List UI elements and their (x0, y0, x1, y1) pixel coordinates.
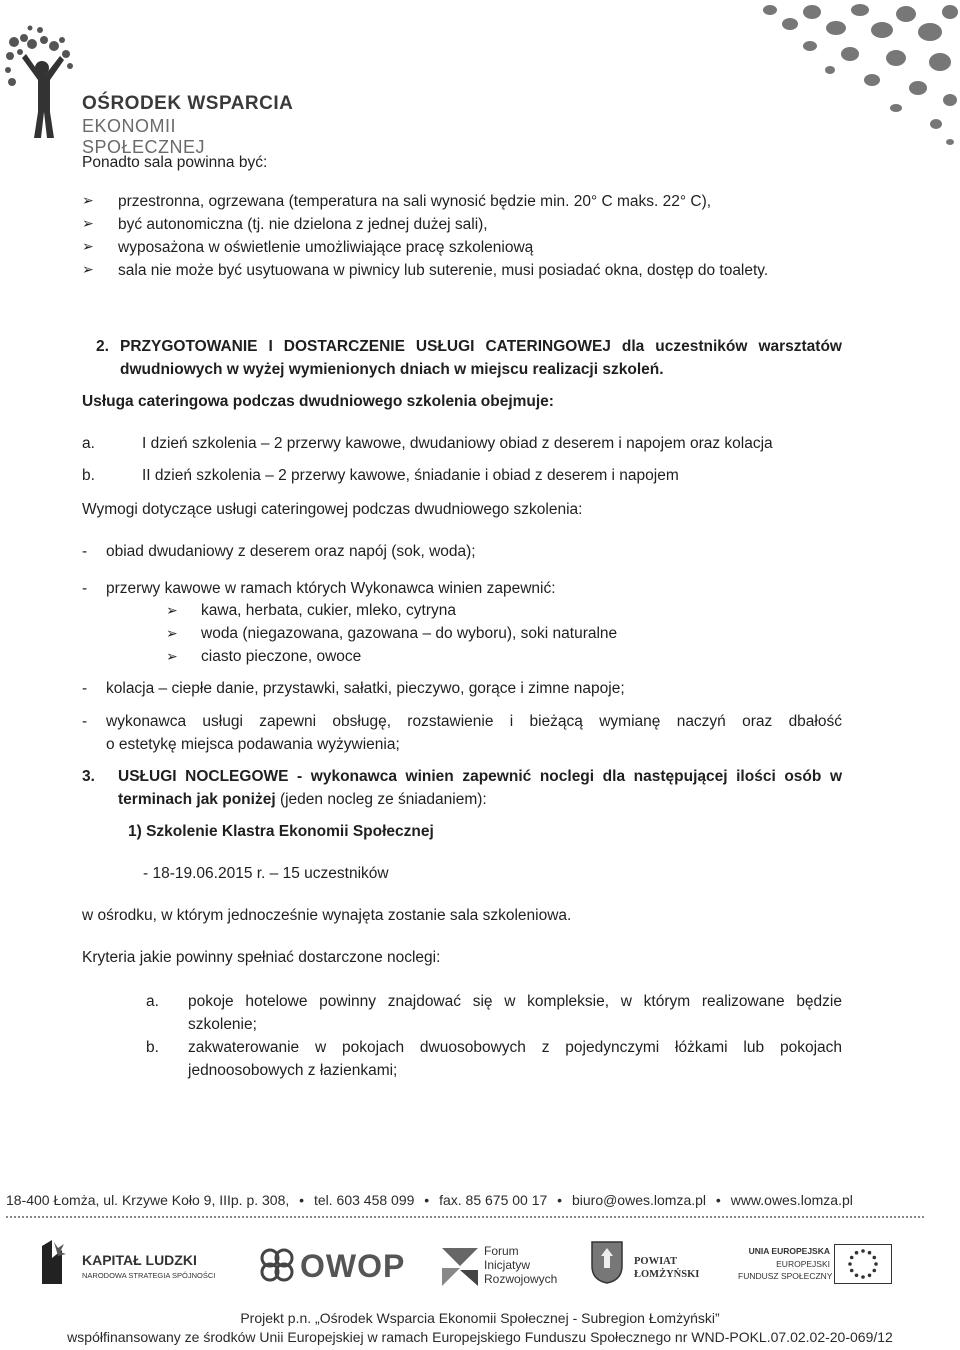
footer-separator: • (557, 1192, 563, 1208)
section-3-title-bold: terminach jak poniżej (118, 791, 276, 808)
criteria-a-line1: pokoje hotelowe powinny znajdować się w kompleksie, w którym realizowane będzie (188, 993, 842, 1010)
powiat-coat-of-arms-icon (590, 1240, 624, 1284)
owop-knot-icon (258, 1246, 296, 1284)
kl-line2: NARODOWA STRATEGIA SPÓJNOŚCI (82, 1271, 216, 1280)
training-title: 1) Szkolenie Klastra Ekonomii Społecznej (128, 823, 434, 840)
powiat-line1: POWIAT (634, 1256, 677, 1267)
criteria-a-line2: szkolenie; (188, 1016, 257, 1033)
criteria-heading: Kryteria jakie powinny spełniać dostarczone noclegi: (82, 949, 441, 966)
coffee-item: ciasto pieczone, owoce (201, 648, 362, 665)
list-item: przestronna, ogrzewana (temperatura na sali wynosić będzie min. 20° C maks. 22° C), (118, 193, 712, 210)
forum-line2: Inicjatyw (484, 1258, 531, 1272)
criteria-b-letter: b. (146, 1039, 159, 1056)
footer-fax: fax. 85 675 00 17 (439, 1192, 548, 1208)
powiat-logo (590, 1240, 710, 1288)
arrow-bullet-icon: ➢ (166, 648, 178, 664)
req-supper: kolacja – ciepłe danie, przystawki, sałatki, pieczywo, gorące i zimne napoje; (106, 680, 625, 697)
arrow-bullet-icon: ➢ (166, 602, 178, 618)
section-3-title-line2 (118, 788, 487, 811)
dash: - (82, 543, 88, 560)
eu-logo (738, 1244, 898, 1286)
dash: - (82, 713, 88, 730)
decorative-dots-icon (750, 0, 960, 160)
criteria-a-letter: a. (146, 993, 159, 1010)
section-3-number: 3. (82, 768, 95, 785)
kapital-ludzki-emblem-icon (38, 1238, 68, 1286)
training-dates: - 18-19.06.2015 r. – 15 uczestników (143, 865, 389, 882)
org-name-line1: OŚRODEK WSPARCIA (82, 93, 294, 114)
ue-line3: FUNDUSZ SPOŁECZNY (738, 1271, 833, 1281)
arrow-bullet-icon: ➢ (82, 238, 94, 254)
owop-logo (258, 1246, 406, 1286)
catering-subheading: Usługa cateringowa podczas dwudniowego szkolenia obejmuje: (82, 393, 554, 410)
arrow-bullet-icon: ➢ (82, 215, 94, 231)
req-service-line2: o estetykę miejsca podawania wyżywienia; (106, 736, 400, 753)
section-3-title-note: (jeden nocleg ze śniadaniem): (275, 791, 487, 808)
arrow-bullet-icon: ➢ (166, 625, 178, 641)
section-2-title-line1: PRZYGOTOWANIE I DOSTARCZENIE USŁUGI CATERINGOWEJ dla uczestników warsztatów (120, 338, 842, 355)
ue-line1: UNIA EUROPEJSKA (748, 1246, 830, 1256)
footer-separator: • (715, 1192, 721, 1208)
arrow-bullet-icon: ➢ (82, 192, 94, 208)
section-2-number: 2. (96, 338, 109, 355)
dash: - (82, 580, 88, 597)
req-coffee-breaks: przerwy kawowe w ramach których Wykonawca winien zapewnić: (106, 580, 556, 597)
footer-tel: tel. 603 458 099 (313, 1192, 415, 1208)
arrow-bullet-icon: ➢ (82, 261, 94, 277)
coffee-item: kawa, herbata, cukier, mleko, cytryna (201, 602, 457, 619)
footer-email-link[interactable]: biuro@owes.lomza.pl (571, 1192, 707, 1208)
footer-contact (6, 1192, 853, 1208)
dash: - (82, 680, 88, 697)
footer-address: 18-400 Łomża, ul. Krzywe Koło 9, IIIp. p. 308, (6, 1192, 290, 1208)
owop-text: OWOP (300, 1248, 406, 1284)
criteria-b-line1: zakwaterowanie w pokojach dwuosobowych z pojedynczymi łóżkami lub pokojach (188, 1039, 842, 1056)
list-item: być autonomiczna (tj. nie dzielona z jednej dużej sali), (118, 216, 488, 233)
section-3-title-line1: USŁUGI NOCLEGOWE - wykonawca winien zapewnić noclegi dla następującej ilości osób w (118, 768, 842, 785)
footer-project: Projekt p.n. „Ośrodek Wsparcia Ekonomii Społecznej - Subregion Łomżyński” (240, 1310, 720, 1326)
footer-cofinancing: współfinansowany ze środków Unii Europejskiej w ramach Europejskiego Funduszu Społecznego nr WND-POKL.07.02.02-20-069/12 (67, 1329, 893, 1345)
kl-line1: KAPITAŁ LUDZKI (82, 1252, 197, 1268)
footer-separator: • (299, 1192, 305, 1208)
list-item: wyposażona w oświetlenie umożliwiające pracę szkoleniową (118, 239, 534, 256)
eu-flag-icon (834, 1244, 892, 1284)
footer-separator: • (424, 1192, 430, 1208)
forum-line1: Forum (484, 1244, 519, 1258)
forum-triangles-icon (440, 1244, 480, 1288)
ue-line2: EUROPEJSKI (776, 1259, 830, 1269)
footer-website-link[interactable]: www.owes.lomza.pl (730, 1192, 853, 1208)
day-b-text: II dzień szkolenia – 2 przerwy kawowe, śniadanie i obiad z deserem i napojem (142, 467, 679, 484)
req-dinner: obiad dwudaniowy z deserem oraz napój (sok, woda); (106, 543, 476, 560)
kapital-ludzki-logo (38, 1238, 228, 1286)
day-a-text: I dzień szkolenia – 2 przerwy kawowe, dwudaniowy obiad z deserem i napojem oraz kolacja (142, 435, 773, 452)
owes-logo-figure-icon (0, 0, 80, 145)
owes-logo (0, 0, 300, 157)
list-item: sala nie może być usytuowana w piwnicy lub suterenie, musi posiadać okna, dostęp do toalety. (118, 262, 769, 279)
location-note: w ośrodku, w którym jednocześnie wynajęta zostanie sala szkoleniowa. (82, 907, 572, 924)
intro-text: Ponadto sala powinna być: (82, 154, 268, 171)
org-name-line2: EKONOMII SPOŁECZNEJ (82, 116, 206, 157)
criteria-b-line2: jednoosobowych z łazienkami; (188, 1062, 398, 1079)
day-a-letter: a. (82, 435, 95, 452)
day-b-letter: b. (82, 467, 95, 484)
requirements-heading: Wymogi dotyczące usługi cateringowej podczas dwudniowego szkolenia: (82, 501, 583, 518)
forum-line3: Rozwojowych (484, 1272, 558, 1286)
req-service-line1: wykonawca usługi zapewni obsługę, rozstawienie i bieżącą wymianę naczyń oraz dbałość (106, 713, 842, 730)
powiat-line2: ŁOMŻYŃSKI (634, 1269, 700, 1280)
section-2-title-line2: dwudniowych w wyżej wymienionych dniach w miejscu realizacji szkoleń. (120, 361, 664, 378)
forum-logo (440, 1244, 560, 1288)
coffee-item: woda (niegazowana, gazowana – do wyboru), soki naturalne (201, 625, 618, 642)
footer-divider (6, 1216, 924, 1218)
